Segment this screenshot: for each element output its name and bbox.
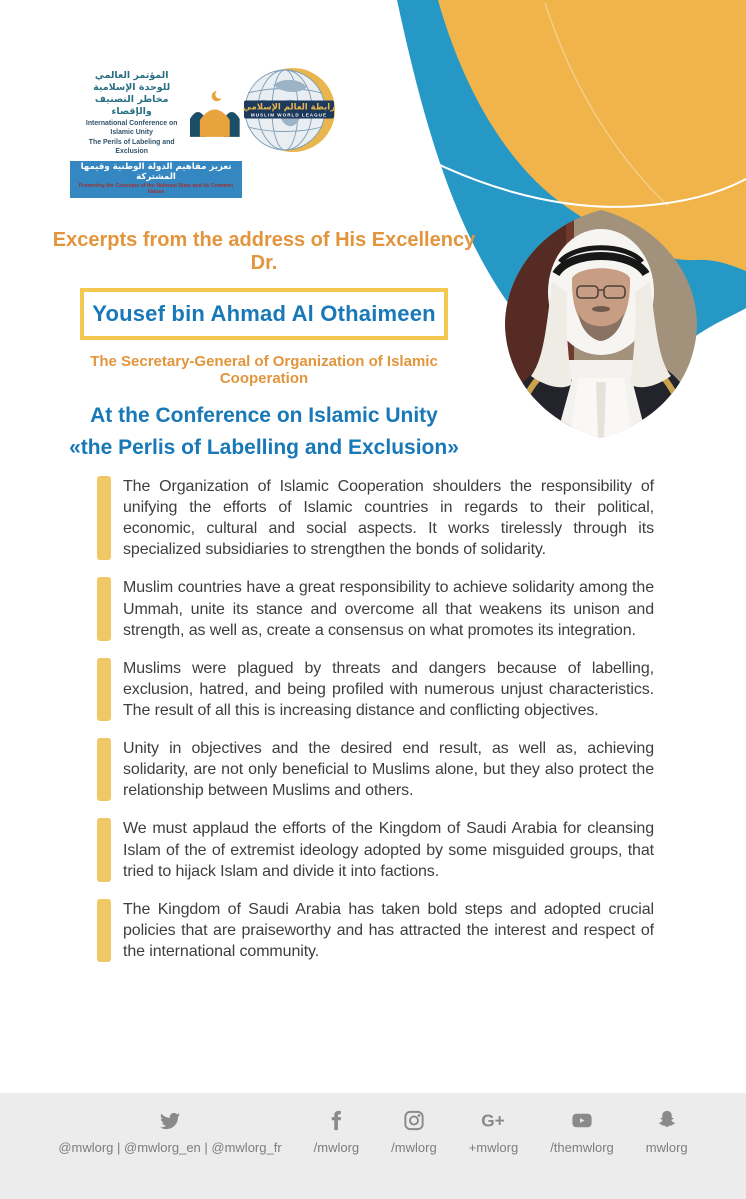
quote-accent-bar	[97, 658, 111, 721]
snapchat-handle[interactable]: mwlorg	[645, 1140, 688, 1155]
speaker-role: The Secretary-General of Organization of Islamic Cooperation	[90, 353, 438, 387]
youtube-icon[interactable]	[569, 1109, 595, 1132]
quotes-section	[97, 476, 654, 979]
google-plus-glyph: G+	[481, 1110, 506, 1131]
quote-accent-bar	[97, 577, 111, 640]
conference-logo-english-2: The Perils of Labeling and Exclusion	[88, 139, 175, 156]
instagram-icon[interactable]	[402, 1109, 426, 1132]
google-plus-icon[interactable]	[476, 1109, 510, 1132]
mwl-logo-arabic: رابطة العالم الإسلامي	[243, 102, 335, 113]
quote-text: We must applaud the efforts of the Kingdom of Saudi Arabia for cleansing Islam of the of extremist ideology adopted by some misguided groups, that tried to hijack Islam and divide it into factions.	[123, 820, 654, 880]
conference-banner	[70, 161, 242, 198]
quote-text: The Kingdom of Saudi Arabia has taken bold steps and adopted crucial policies that are praiseworthy and has attracted the interest and respect of the international community.	[123, 900, 654, 960]
quote-text: The Organization of Islamic Cooperation shoulders the responsibility of unifying the efforts of Islamic countries in regards to their political, economic, cultural and social aspects. It works tirelessly through its specialized subsidiaries to strengthen the bonds of solidarity.	[123, 478, 654, 559]
quote-item	[97, 577, 654, 640]
mosque-icon	[188, 88, 242, 138]
quote-text: Muslims were plagued by threats and dangers because of labelling, exclusion, hatred, and being profiled with numerous unjust characteristics. The result of all this is increasing distance and conflicting objectives.	[123, 659, 654, 719]
quote-item	[97, 658, 654, 721]
conference-logo-arabic-2: مخاطر التصنيف والإقصاء	[94, 93, 169, 117]
youtube-handle[interactable]: /themwlorg	[550, 1140, 614, 1155]
speaker-name: Yousef bin Ahmad Al Othaimeen	[92, 301, 436, 326]
footer-social-bar	[0, 1093, 746, 1199]
event-title-line2: «the Perlis of Labelling and Exclusion»	[69, 435, 459, 459]
social-youtube[interactable]	[550, 1109, 614, 1155]
instagram-handle[interactable]: /mwlorg	[391, 1140, 437, 1155]
quote-item	[97, 899, 654, 962]
facebook-handle[interactable]: /mwlorg	[313, 1140, 360, 1155]
quote-accent-bar	[97, 818, 111, 881]
quote-item	[97, 476, 654, 560]
mwl-logo-english: MUSLIM WORLD LEAGUE	[250, 112, 328, 118]
conference-logo	[70, 70, 242, 198]
quote-accent-bar	[97, 476, 111, 560]
social-google-plus[interactable]	[469, 1109, 519, 1155]
title-intro: Excerpts from the address of His Excellency Dr.	[52, 229, 476, 274]
conference-banner-english: Promoting the Concepts of the National State and its Common Values	[78, 182, 234, 195]
conference-banner-arabic: تعزيز مفاهيم الدولة الوطنية وقيمها المشتركة	[80, 161, 232, 182]
snapchat-icon[interactable]	[655, 1109, 679, 1132]
quote-item	[97, 818, 654, 881]
muslim-world-league-logo	[243, 64, 335, 156]
quote-text: Unity in objectives and the desired end result, as well as, achieving solidarity, are not only beneficial to Muslims alone, but they also protect the relationship between Muslims and others.	[123, 740, 654, 800]
conference-logo-english-1: International Conference on Islamic Unity	[85, 119, 178, 136]
quote-accent-bar	[97, 899, 111, 962]
twitter-handles[interactable]: @mwlorg | @mwlorg_en | @mwlorg_fr	[58, 1140, 282, 1155]
speaker-name-box	[80, 288, 448, 340]
quote-item	[97, 738, 654, 801]
event-title-line1: At the Conference on Islamic Unity	[90, 404, 438, 427]
quote-text: Muslim countries have a great responsibility to achieve solidarity among the Ummah, unite its stance and overcome all that weakens its unison and strength, as well as, create a consensus on what promotes its integration.	[123, 579, 654, 639]
social-facebook[interactable]	[314, 1109, 360, 1155]
social-twitter[interactable]	[58, 1109, 281, 1155]
title-block	[46, 229, 482, 463]
event-title	[46, 400, 482, 463]
quote-accent-bar	[97, 738, 111, 801]
social-snapchat[interactable]	[646, 1109, 688, 1155]
google-plus-handle[interactable]: +mwlorg	[468, 1140, 519, 1155]
conference-logo-arabic-1: المؤتمر العالمي للوحدة الإسلامية	[93, 70, 171, 93]
social-instagram[interactable]	[391, 1109, 437, 1155]
twitter-icon[interactable]	[158, 1109, 182, 1132]
facebook-icon[interactable]	[324, 1109, 348, 1132]
